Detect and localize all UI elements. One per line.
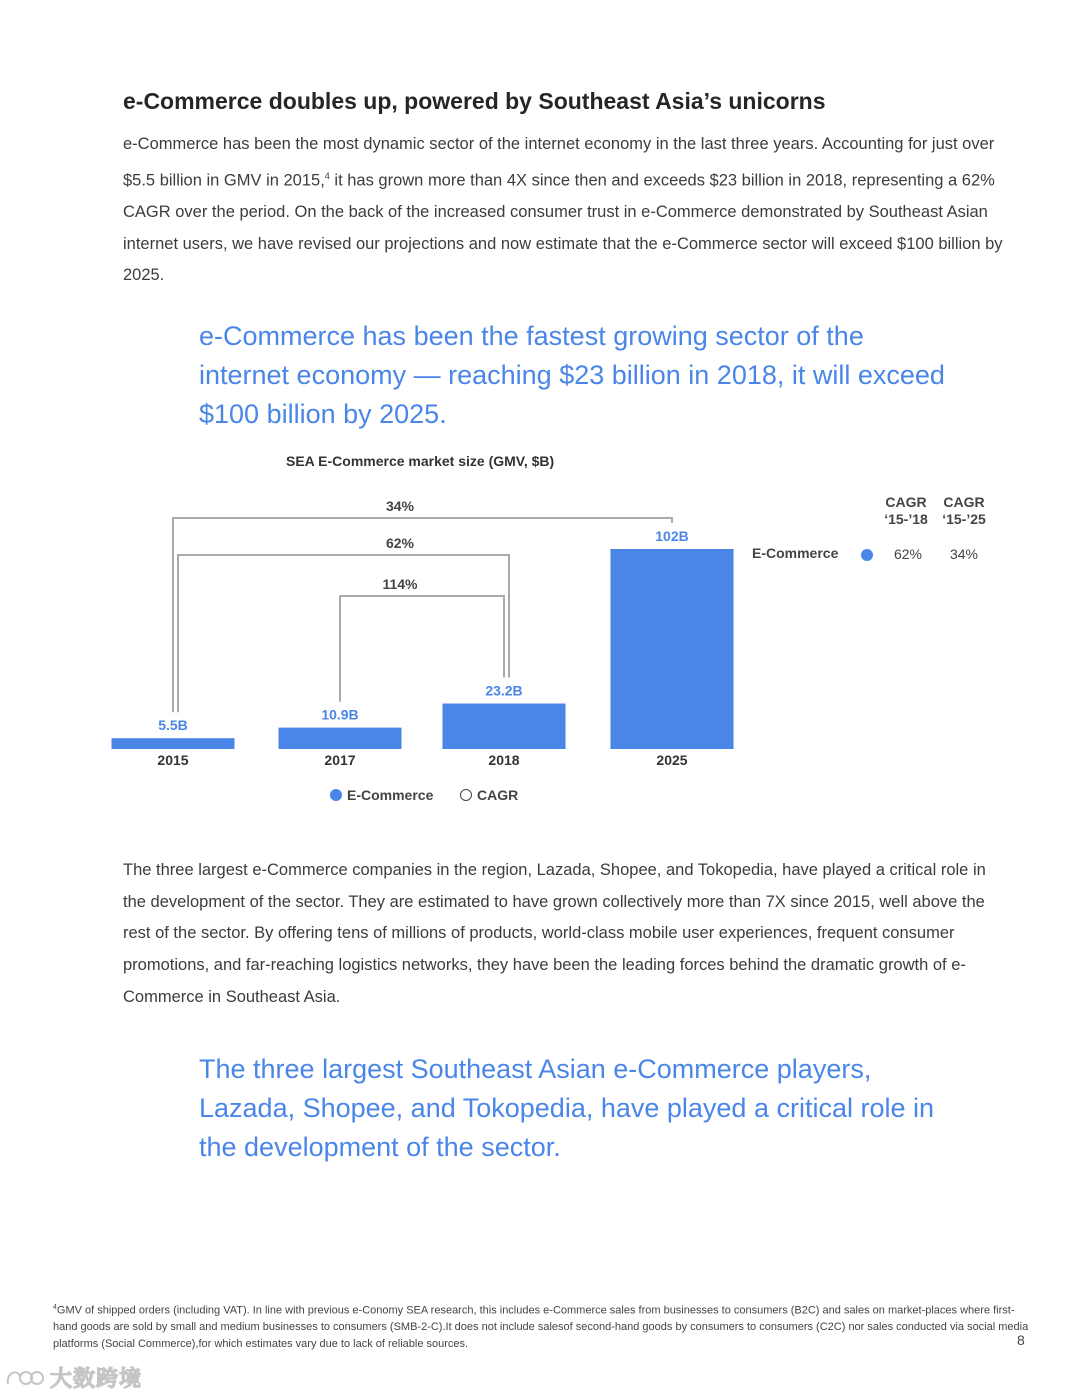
filled-circle-icon <box>330 789 342 801</box>
cagr-bracket-label: 114% <box>382 576 418 592</box>
hollow-circle-icon <box>460 789 472 801</box>
x-tick-label: 2017 <box>324 752 356 768</box>
section-heading: e-Commerce doubles up, powered by Southeast Asia’s unicorns <box>123 88 826 114</box>
cagr-value-15-25: 34% <box>949 546 979 562</box>
bar-2018 <box>443 704 566 749</box>
x-tick-label: 2018 <box>488 752 520 768</box>
bar-value-label: 23.2B <box>485 682 523 699</box>
pull-quote-ecommerce-growth: e-Commerce has been the fastest growing sector of the internet economy — reaching $23 billion in 2018, it will exceed $100 billion by 2025. <box>199 321 945 429</box>
bar-2015 <box>112 738 235 749</box>
cagr-header-15-25: CAGR ‘15-’25 <box>942 494 986 527</box>
bar-value-label: 5.5B <box>158 717 188 734</box>
cagr-bracket <box>340 596 504 702</box>
cagr-bracket <box>178 555 509 712</box>
cagr-bracket-label: 62% <box>385 535 415 551</box>
footnote: $^4$GMV of shipped orders (including VAT). In line with previous e-Conomy SEA research, this includes e-Commerce sales from businesses to consumers (B2C) and sales on market-places where first-hand goods are sold by small and medium businesses to consumers (SMB-2-C).It does not include salesof second-hand goods by consumers to consumers (C2C) nor sales conducted via social media platforms (Social Commerce),for which estimates vary due to lack of reliable sources. <box>53 1304 1029 1350</box>
watermark-logo-icon <box>4 1364 44 1390</box>
cagr-bracket <box>173 518 672 712</box>
cagr-value-15-18: 62% <box>893 546 923 562</box>
chart-title: SEA E-Commerce market size (GMV, $B) <box>286 453 555 469</box>
legend-item-ecommerce: E-Commerce <box>330 787 433 803</box>
bar-2017 <box>279 728 402 749</box>
footnote-ref: 4 <box>324 170 330 181</box>
bar-2025 <box>611 549 734 749</box>
watermark: 大数跨境 <box>4 1362 154 1392</box>
cagr-header-15-18: CAGR ‘15-’18 <box>884 494 928 527</box>
market-size-bar-chart <box>0 480 760 780</box>
intro-paragraph: e-Commerce has been the most dynamic sector of the internet economy in the last three years. Accounting for just over $5.5 billion in GMV in 2015,$^4$ it has grown more than 4X since then and exceeds $23 billion in 2018, representing a 62% CAGR over the period. On the back of the increased consumer trust in e-Commerce demonstrated by Southeast Asian internet users, we have revised our projections and now estimate that the e-Commerce sector will exceed $100 billion by 2025. <box>123 135 1003 285</box>
legend-item-cagr: CAGR <box>460 787 518 803</box>
cagr-row-label: E-Commerce <box>752 545 839 561</box>
cagr-bracket-label: 34% <box>385 498 415 514</box>
pull-quote-players: The three largest Southeast Asian e-Commerce players, Lazada, Shopee, and Tokopedia, have played a critical role in the development of the sector. <box>199 1054 935 1162</box>
bar-value-label: 10.9B <box>321 706 359 723</box>
players-paragraph: The three largest e-Commerce companies in the region, Lazada, Shopee, and Tokopedia, have played a critical role in the development of the sector. They are estimated to have grown collectively more than 7X since 2015, well above the rest of the sector. By offering tens of millions of products, world-class mobile user experiences, frequent consumer promotions, and far-reaching logistics networks, they have been the leading forces behind the dramatic growth of e-Commerce in Southeast Asia. <box>123 861 986 1006</box>
bar-value-label: 102B <box>655 528 689 544</box>
x-tick-label: 2015 <box>157 752 189 768</box>
page-number: 8 <box>1017 1332 1025 1348</box>
ecommerce-dot-icon <box>861 549 873 561</box>
x-tick-label: 2025 <box>656 752 688 768</box>
